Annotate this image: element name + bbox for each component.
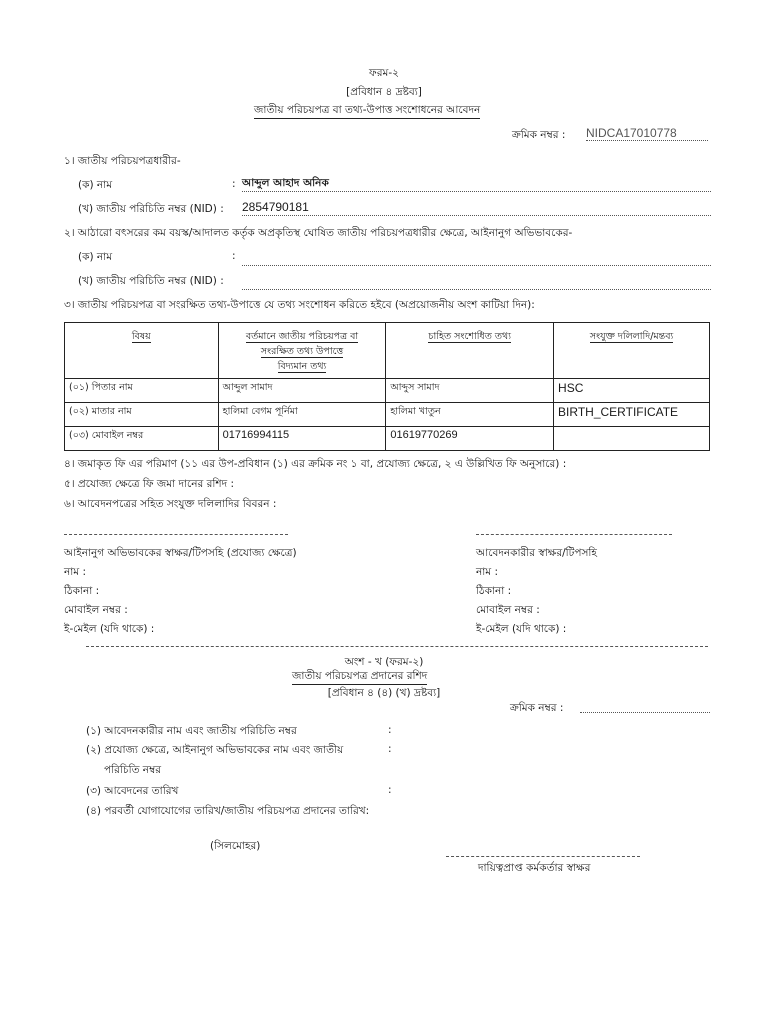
holder-nid-value: 2854790181 [242, 200, 711, 216]
guardian-email-label: ই-মেইল (যদি থাকে) : [64, 623, 155, 635]
officer-signature-line [446, 856, 640, 857]
correction-table [64, 322, 710, 451]
cut-line [86, 646, 708, 647]
guardian-nid-field [242, 274, 711, 290]
holder-name-label: (ক) নাম [78, 179, 113, 191]
table-cell: আব্দুল সামাদ [218, 379, 386, 403]
holder-name-value: আব্দুল আহাদ অনিক [242, 176, 711, 192]
colon: : [232, 178, 236, 190]
guardian-name-field [242, 250, 711, 266]
colon: : [388, 724, 392, 736]
serial-number: NIDCA17010778 [586, 126, 708, 141]
receipt-rule-reference: [প্রবিধান ৪ (৪) (খ) দ্রষ্টব্য] [327, 687, 441, 699]
section6-text: ৬। আবেদনপত্রের সহিত সংযুক্ত দলিলাদির বিবরন : [64, 498, 277, 510]
officer-signature-label: দায়িত্বপ্রাপ্ত কর্মকর্তার স্বাক্ষর [478, 862, 591, 874]
guardian-name-label: নাম : [64, 566, 87, 578]
applicant-signature-line [476, 534, 672, 535]
table-cell: (০৩) মোবাইল নম্বর [65, 427, 219, 451]
table-row [65, 379, 710, 403]
form-title: জাতীয় পরিচয়পত্র বা তথ্য-উপাত্ত সংশোধনের আবেদন [254, 103, 480, 119]
table-cell: হালিমা খাতুন [386, 403, 554, 427]
guardian-nid-label: (খ) জাতীয় পরিচিতি নম্বর (NID) : [78, 275, 224, 287]
section2-heading: ২। আঠারো বৎসরের কম বয়স্ক/আদালত কর্তৃক অপ্রকৃতিস্থ ঘোষিত জাতীয় পরিচয়পত্রধারীর ক্ষেত্রে, আইনানুগ অভিভাবকের- [64, 227, 573, 239]
colon: : [388, 743, 392, 755]
table-cell: BIRTH_CERTIFICATE [554, 403, 710, 427]
receipt-item: (১) আবেদনকারীর নাম এবং জাতীয় পরিচিতি নম্বর [86, 725, 297, 737]
column-header: চাহিত সংশোধিত তথ্য [386, 323, 554, 379]
seal-label: (সিলমোহর) [210, 840, 261, 852]
applicant-address-label: ঠিকানা : [476, 585, 512, 597]
receipt-item: (২) প্রযোজ্য ক্ষেত্রে, আইনানুগ অভিভাবকের নাম এবং জাতীয় [86, 744, 344, 756]
table-cell: 01619770269 [386, 427, 554, 451]
guardian-address-label: ঠিকানা : [64, 585, 100, 597]
applicant-mobile-label: মোবাইল নম্বর : [476, 604, 540, 616]
receipt-item-continued: পরিচিতি নম্বর [104, 764, 162, 776]
guardian-signature-line [64, 534, 288, 535]
guardian-mobile-label: মোবাইল নম্বর : [64, 604, 128, 616]
table-cell: (০১) পিতার নাম [65, 379, 219, 403]
applicant-email-label: ই-মেইল (যদি থাকে) : [476, 623, 567, 635]
colon: : [388, 784, 392, 796]
table-cell: (০২) মাতার নাম [65, 403, 219, 427]
column-header: সংযুক্ত দলিলাদি/মন্তব্য [554, 323, 710, 379]
column-header: বিষয় [65, 323, 219, 379]
table-cell: HSC [554, 379, 710, 403]
serial-label: ক্রমিক নম্বর : [512, 129, 566, 141]
section5-text: ৫। প্রযোজ্য ক্ষেত্রে ফি জমা দানের রশিদ : [64, 478, 235, 490]
form-number: ফরম-২ [369, 67, 399, 79]
guardian-signature-title: আইনানুগ অভিভাবকের স্বাক্ষর/টিপসহি (প্রযোজ্য ক্ষেত্রে) [64, 547, 297, 559]
table-header-row [65, 323, 710, 379]
column-header: বর্তমানে জাতীয় পরিচয়পত্র বা সংরক্ষিত তথ্য উপাত্তে বিদ্যমান তথ্য [218, 323, 386, 379]
section1-heading: ১। জাতীয় পরিচয়পত্রধারীর- [64, 155, 181, 167]
table-row [65, 403, 710, 427]
receipt-part-label: অংশ - খ (ফরম-২) [344, 656, 424, 668]
section3-heading: ৩। জাতীয় পরিচয়পত্র বা সংরক্ষিত তথ্য-উপাত্তে যে তথ্য সংশোধন করিতে হইবে (অপ্রয়োজনীয় অংশ কাটিয়া দিন): [64, 299, 535, 311]
receipt-item: (৩) আবেদনের তারিখ [86, 785, 179, 797]
receipt-title: জাতীয় পরিচয়পত্র প্রদানের রশিদ [292, 669, 427, 685]
guardian-name-label: (ক) নাম [78, 251, 113, 263]
applicant-signature-title: আবেদনকারীর স্বাক্ষর/টিপসহি [476, 547, 597, 559]
table-cell: হালিমা বেগম পূর্নিমা [218, 403, 386, 427]
applicant-name-label: নাম : [476, 566, 499, 578]
rule-reference: [প্রবিধান ৪ দ্রষ্টব্য] [346, 86, 422, 98]
section4-text: ৪। জমাকৃত ফি এর পরিমাণ (১১ এর উপ-প্রবিধান (১) এর ক্রমিক নং ১ বা, প্রযোজ্য ক্ষেত্রে, ২ এ উল্লিখিত ফি অনুসারে) : [64, 458, 567, 470]
table-row [65, 427, 710, 451]
table-cell [554, 427, 710, 451]
table-cell: 01716994115 [218, 427, 386, 451]
receipt-serial-field [580, 699, 710, 713]
receipt-serial-label: ক্রমিক নম্বর : [510, 702, 564, 714]
receipt-item: (৪) পরবর্তী যোগাযোগের তারিখ/জাতীয় পরিচয়পত্র প্রদানের তারিখ: [86, 805, 370, 817]
holder-nid-label: (খ) জাতীয় পরিচিতি নম্বর (NID) : [78, 203, 224, 215]
table-cell: আব্দুস সামাদ [386, 379, 554, 403]
colon: : [232, 250, 236, 262]
